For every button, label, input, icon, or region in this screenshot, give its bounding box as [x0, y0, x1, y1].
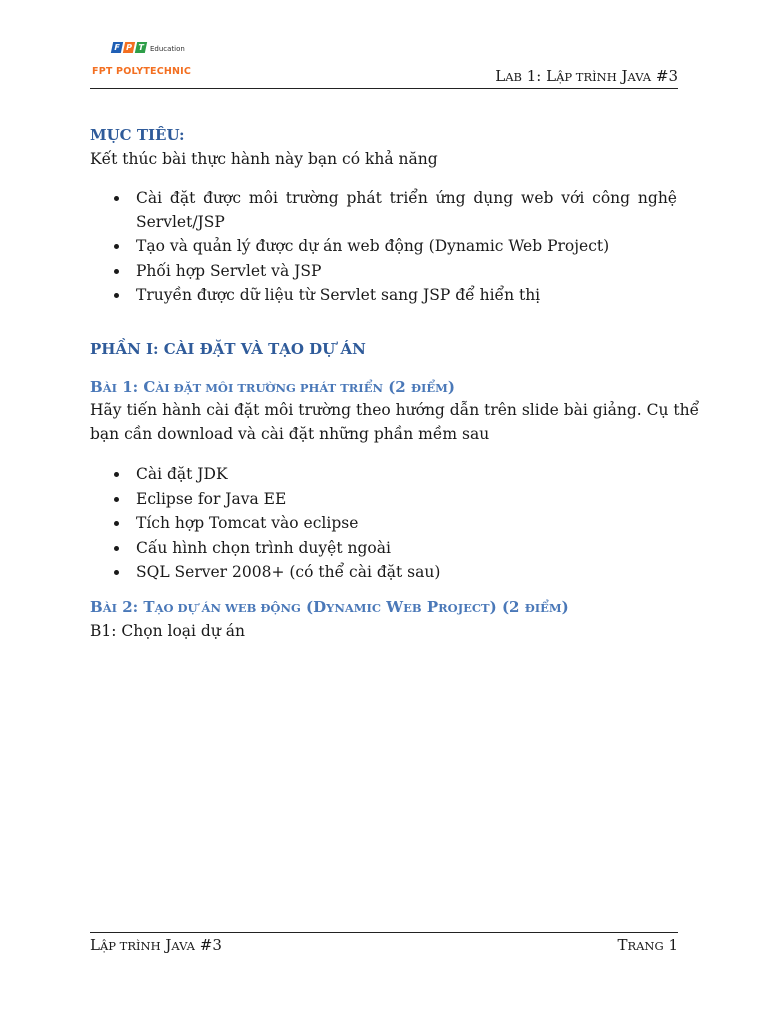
- lesson2-title: BÀI 2: TẠO DỰ ÁN WEB ĐỘNG (DYNAMIC WEB PROJECT) (2 ĐIỂM): [90, 598, 569, 616]
- list-item: Cài đặt JDK: [108, 462, 440, 487]
- objectives-heading: MỤC TIÊU:: [90, 126, 185, 144]
- list-item: Tích hợp Tomcat vào eclipse: [108, 511, 440, 536]
- lesson1-title: BÀI 1: CÀI ĐẶT MÔI TRƯỜNG PHÁT TRIỂN (2 ĐIỂM): [90, 378, 455, 396]
- lesson2-step1: B1: Chọn loại dự án: [90, 622, 245, 640]
- list-item: Cài đặt được môi trường phát triển ứng dụng web với công nghệ: [108, 186, 677, 211]
- lesson1-list: [108, 462, 440, 585]
- list-item: SQL Server 2008+ (có thể cài đặt sau): [108, 560, 440, 585]
- lesson1-paragraph-line1: Hãy tiến hành cài đặt môi trường theo hướng dẫn trên slide bài giảng. Cụ thể: [90, 401, 700, 419]
- header-divider: [90, 88, 678, 89]
- logo-education-text: Education: [150, 45, 185, 53]
- part1-heading: PHẦN I: CÀI ĐẶT VÀ TẠO DỰ ÁN: [90, 340, 366, 358]
- lesson1-paragraph-line2: bạn cần download và cài đặt những phần mềm sau: [90, 425, 490, 443]
- logo-letter: T: [135, 42, 147, 53]
- logo-letter: P: [123, 42, 135, 53]
- logo-letter: F: [111, 42, 123, 53]
- bullet-icon: [114, 269, 119, 274]
- fpt-polytechnic-logo: [92, 42, 212, 82]
- bullet-icon: [114, 570, 119, 575]
- footer-divider: [90, 932, 678, 933]
- list-item: Tạo và quản lý được dự án web động (Dynamic Web Project): [108, 234, 677, 259]
- bullet-icon: [114, 244, 119, 249]
- objectives-intro: Kết thúc bài thực hành này bạn có khả năng: [90, 150, 438, 168]
- bullet-icon: [114, 293, 119, 298]
- header-title: LAB 1: LẬP TRÌNH JAVA #3: [495, 67, 678, 85]
- list-item: Eclipse for Java EE: [108, 487, 440, 512]
- logo-polytechnic-text: FPT POLYTECHNIC: [92, 66, 192, 77]
- bullet-icon: [114, 546, 119, 551]
- bullet-icon: [114, 196, 119, 201]
- bullet-icon: [114, 521, 119, 526]
- list-item: Cấu hình chọn trình duyệt ngoài: [108, 536, 440, 561]
- list-item: Truyền được dữ liệu từ Servlet sang JSP để hiển thị: [108, 283, 677, 308]
- fpt-logo-mark: [112, 42, 146, 53]
- bullet-icon: [114, 472, 119, 477]
- footer-course-title: LẬP TRÌNH JAVA #3: [90, 936, 222, 954]
- footer-page-number: TRANG 1: [617, 936, 678, 954]
- list-item: Phối hợp Servlet và JSP: [108, 259, 677, 284]
- list-item-continuation: Servlet/JSP: [136, 212, 225, 231]
- bullet-icon: [114, 497, 119, 502]
- objectives-list: [108, 186, 677, 308]
